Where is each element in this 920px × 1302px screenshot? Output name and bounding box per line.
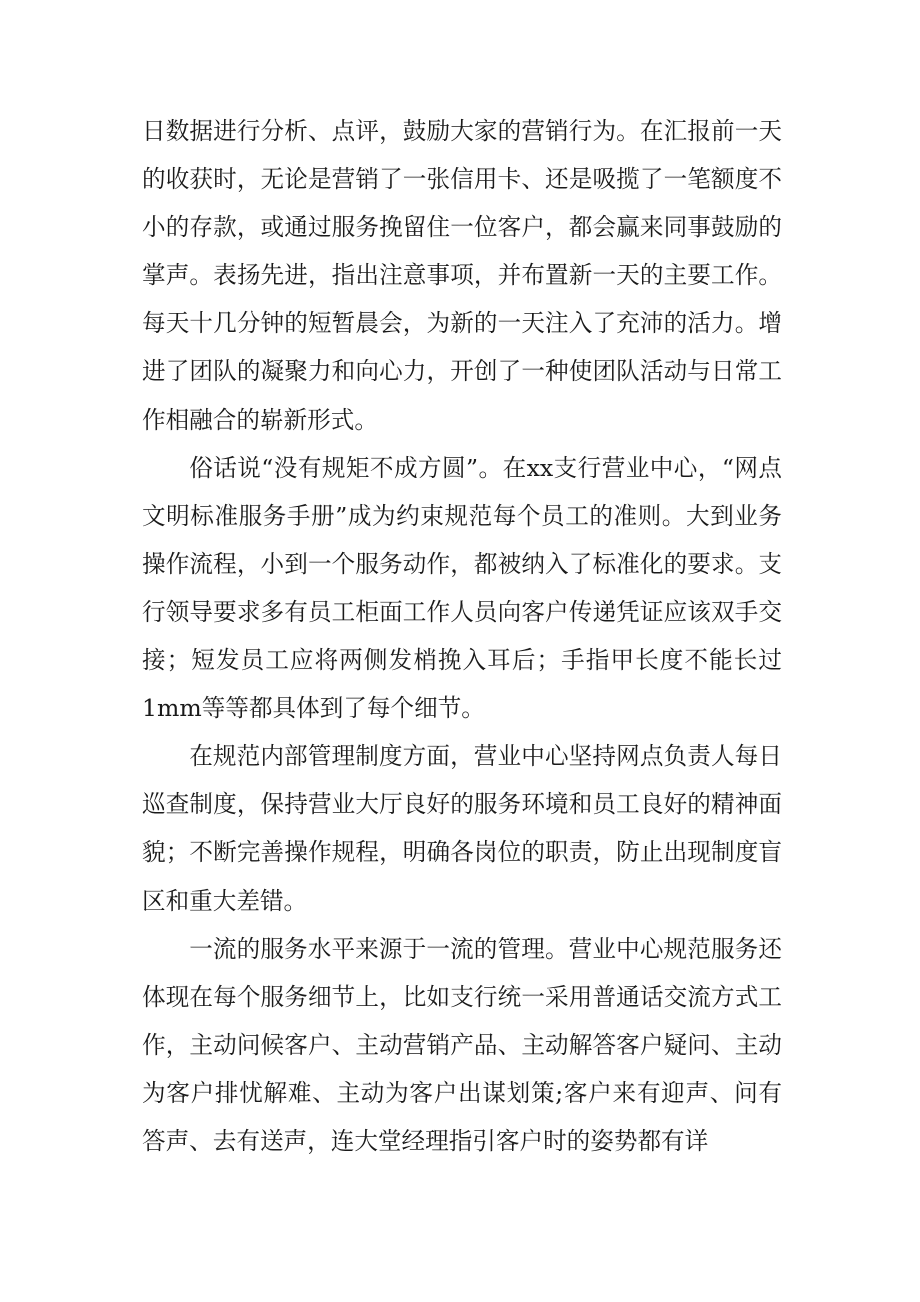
paragraph-management: 在规范内部管理制度方面，营业中心坚持网点负责人每日巡查制度，保持营业大厅良好的服务环境和员工良好的精神面貌；不断完善操作规程，明确各岗位的职责，防止出现制度盲区和重大差错。: [142, 742, 782, 915]
paragraph-service: 一流的服务水平来源于一流的管理。营业中心规范服务还体现在每个服务细节上，比如支行统一采用普通话交流方式工作，主动问候客户、主动营销产品、主动解答客户疑问、主动为客户排忧解难、主动为客户出谋划策;客户来有迎声、问有答声、去有送声，连大堂经理指引客户时的姿势都有详: [142, 934, 782, 1155]
paragraph-continuation: 日数据进行分析、点评，鼓励大家的营销行为。在汇报前一天的收获时，无论是营销了一张信用卡、还是吸揽了一笔额度不小的存款，或通过服务挽留住一位客户，都会赢来同事鼓励的掌声。表扬先进，指出注意事项，并布置新一天的主要工作。每天十几分钟的短暂晨会，为新的一天注入了充沛的活力。增进了团队的凝聚力和向心力，开创了一种使团队活动与日常工作相融合的崭新形式。: [142, 117, 782, 434]
document-body: [142, 107, 782, 1165]
paragraph-rules: 俗话说“没有规矩不成方圆”。在xx支行营业中心，“网点文明标准服务手册”成为约束规范每个员工的准则。大到业务操作流程，小到一个服务动作，都被纳入了标准化的要求。支行领导要求多有员工柜面工作人员向客户传递凭证应该双手交接；短发员工应将两侧发梢挽入耳后；手指甲长度不能长过1mm等等都具体到了每个细节。: [142, 453, 782, 723]
